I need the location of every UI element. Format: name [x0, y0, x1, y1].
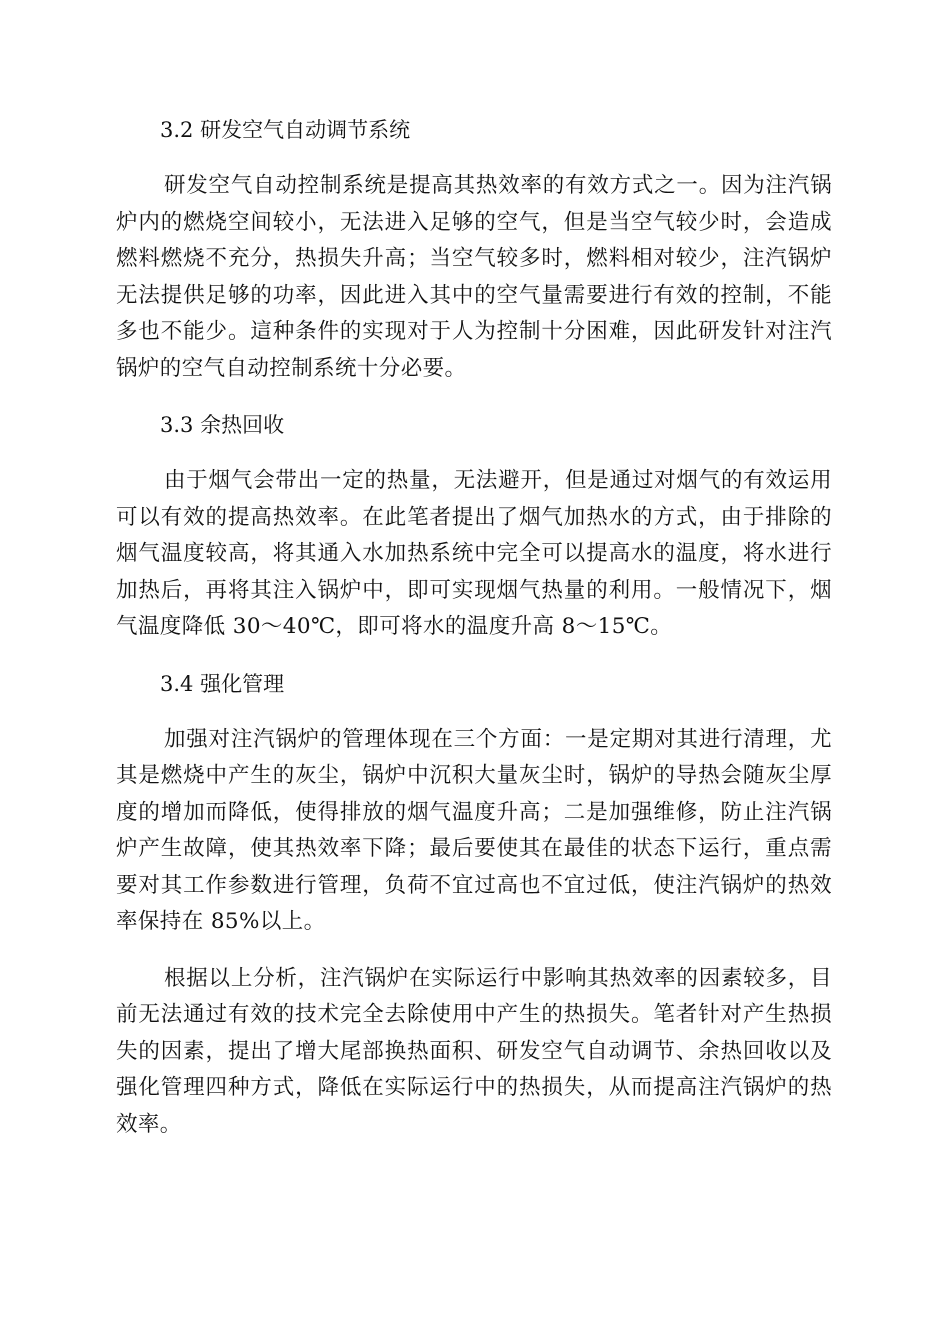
- paragraph-conclusion: 根据以上分析，注汽锅炉在实际运行中影响其热效率的因素较多，目前无法通过有效的技术完全去除使用中产生的热损失。笔者针对产生热损失的因素，提出了增大尾部换热面积、研发空气自动调节、余热回收以及强化管理四种方式，降低在实际运行中的热损失，从而提高注汽锅炉的热效率。: [116, 965, 832, 1137]
- paragraph-air-control: 研发空气自动控制系统是提高其热效率的有效方式之一。因为注汽锅炉内的燃烧空间较小，无法进入足够的空气，但是当空气较少时，会造成燃料燃烧不充分，热损失升高；当空气较多时，燃料相对较少，注汽锅炉无法提供足够的功率，因此进入其中的空气量需要进行有效的控制，不能多也不能少。這种条件的实现对于人为控制十分困难，因此研发针对注汽锅炉的空气自动控制系统十分必要。: [116, 173, 832, 381]
- section-heading-3-4: 3.4 强化管理: [160, 671, 285, 696]
- section-heading-3-3: 3.3 余热回收: [160, 413, 285, 437]
- section-heading-3-2: 3.2 研发空气自动调节系统: [160, 118, 411, 142]
- document-body: [116, 112, 832, 1163]
- paragraph-management: 加强对注汽锅炉的管理体现在三个方面：一是定期对其进行清理，尤其是燃烧中产生的灰尘，锅炉中沉积大量灰尘时，锅炉的导热会随灰尘厚度的增加而降低，使得排放的烟气温度升高；二是加强维修，防止注汽锅炉产生故障，使其热效率下降；最后要使其在最佳的状态下运行，重点需要对其工作参数进行管理，负荷不宜过高也不宜过低，使注汽锅炉的热效率保持在 85%以上。: [116, 726, 832, 934]
- paragraph-waste-heat: 由于烟气会带出一定的热量，无法避开，但是通过对烟气的有效运用可以有效的提高热效率。在此笔者提出了烟气加热水的方式，由于排除的烟气温度较高，将其通入水加热系统中完全可以提高水的温度，将水进行加热后，再将其注入锅炉中，即可实现烟气热量的利用。一般情况下，烟气温度降低 30～40℃，即可将水的温度升高 8～15℃。: [116, 468, 832, 639]
